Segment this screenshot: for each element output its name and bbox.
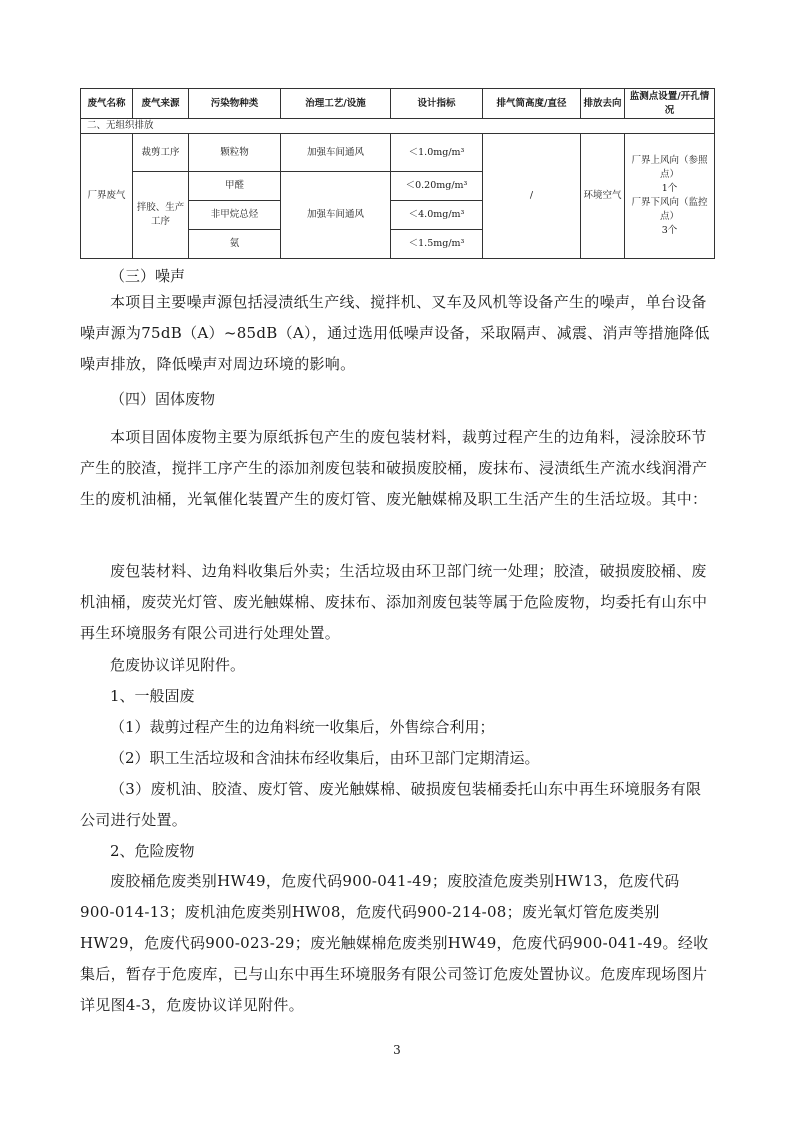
cell-pollutant: 颗粒物 — [189, 134, 281, 172]
page-number: 3 — [393, 1043, 401, 1057]
table-section-row — [81, 119, 715, 134]
table-row — [81, 134, 715, 172]
cell-pollutant: 甲醛 — [189, 172, 281, 201]
header-destination: 排放去向 — [581, 89, 625, 119]
header-pollutant: 污染物种类 — [189, 89, 281, 119]
header-gas-name: 废气名称 — [81, 89, 133, 119]
solid-waste-paragraph: 本项目固体废物主要为原纸拆包产生的废包装材料，裁剪过程产生的边角料，浸涂胶环节产生的胶渣，搅拌工序产生的添加剂废包装和破损废胶桶，废抹布、浸渍纸生产流水线润滑产生的废机油桶，光氧催化装置产生的废灯管、废光触媒棉及职工生活产生的生活垃圾。其中： — [80, 428, 708, 508]
cell-monitoring — [625, 134, 715, 259]
monitoring-downwind-count: 3个 — [661, 225, 678, 236]
solid-waste-heading: （四）固体废物 — [110, 390, 216, 408]
noise-heading: （三）噪声 — [110, 267, 186, 285]
cell-facility: 加强车间通风 — [281, 134, 391, 172]
hazard-paragraph: 废胶桶危废类别HW49，危废代码900-041-49；废胶渣危废类别HW13，危废代码900-014-13；废机油危废类别HW08，危废代码900-214-08；废光氧灯管危废类别HW29，危废代码900-023-29；废光触媒棉危废类别HW49，危废代码900-041-49。经收集后，暂存于危废库，已与山东中再生环境服务有限公司签订危废处置协议。危废库现场图片详见图4-3，危废协议详见附件。 — [80, 872, 709, 1014]
cell-gas-name: 厂界废气 — [81, 134, 133, 259]
cell-source: 裁剪工序 — [133, 134, 189, 172]
monitoring-upwind: 厂界上风向（参照点） — [631, 155, 708, 180]
general-item-2: （2）职工生活垃圾和含油抹布经收集后，由环卫部门定期清运。 — [110, 749, 540, 767]
cell-facility: 加强车间通风 — [281, 172, 391, 259]
header-gas-source: 废气来源 — [133, 89, 189, 119]
agreement-note: 危废协议详见附件。 — [110, 656, 246, 674]
general-item-3: （3）废机油、胶渣、废灯管、废光触媒棉、破损废包装桶委托山东中再生环境服务有限公司进行处置。 — [80, 780, 702, 829]
disposal-paragraph: 废包装材料、边角料收集后外卖；生活垃圾由环卫部门统一处理；胶渣，破损废胶桶、废机油桶，废荧光灯管、废光触媒棉、废抹布、添加剂废包装等属于危险废物，均委托有山东中再生环境服务有限公司进行处理处置。 — [80, 562, 708, 642]
cell-limit: ＜1.5mg/m³ — [391, 230, 483, 259]
cell-pollutant: 非甲烷总烃 — [189, 201, 281, 230]
monitoring-downwind: 厂界下风向（监控点） — [631, 197, 708, 222]
cell-limit: ＜1.0mg/m³ — [391, 134, 483, 172]
cell-limit: ＜4.0mg/m³ — [391, 201, 483, 230]
cell-destination: 环境空气 — [581, 134, 625, 259]
header-limit: 设计指标 — [391, 89, 483, 119]
emission-table — [80, 88, 715, 259]
cell-stack: / — [483, 134, 581, 259]
general-item-1: （1）裁剪过程产生的边角料统一收集后，外售综合利用； — [110, 718, 495, 736]
cell-pollutant: 氨 — [189, 230, 281, 259]
section-label: 二、无组织排放 — [81, 119, 715, 134]
monitoring-upwind-count: 1个 — [661, 183, 678, 194]
header-facility: 治理工艺/设施 — [281, 89, 391, 119]
cell-source: 拌胶、生产工序 — [133, 172, 189, 259]
noise-paragraph: 本项目主要噪声源包括浸渍纸生产线、搅拌机、叉车及风机等设备产生的噪声，单台设备噪声源为75dB（A）~85dB（A），通过选用低噪声设备，采取隔声、减震、消声等措施降低噪声排放，降低噪声对周边环境的影响。 — [80, 293, 710, 373]
hazard-heading: 2、危险废物 — [110, 842, 195, 860]
table-header-row — [81, 89, 715, 119]
cell-limit: ＜0.20mg/m³ — [391, 172, 483, 201]
header-stack: 排气筒高度/直径 — [483, 89, 581, 119]
general-waste-heading: 1、一般固废 — [110, 687, 195, 705]
header-monitoring: 监测点设置/开孔情况 — [625, 89, 715, 119]
